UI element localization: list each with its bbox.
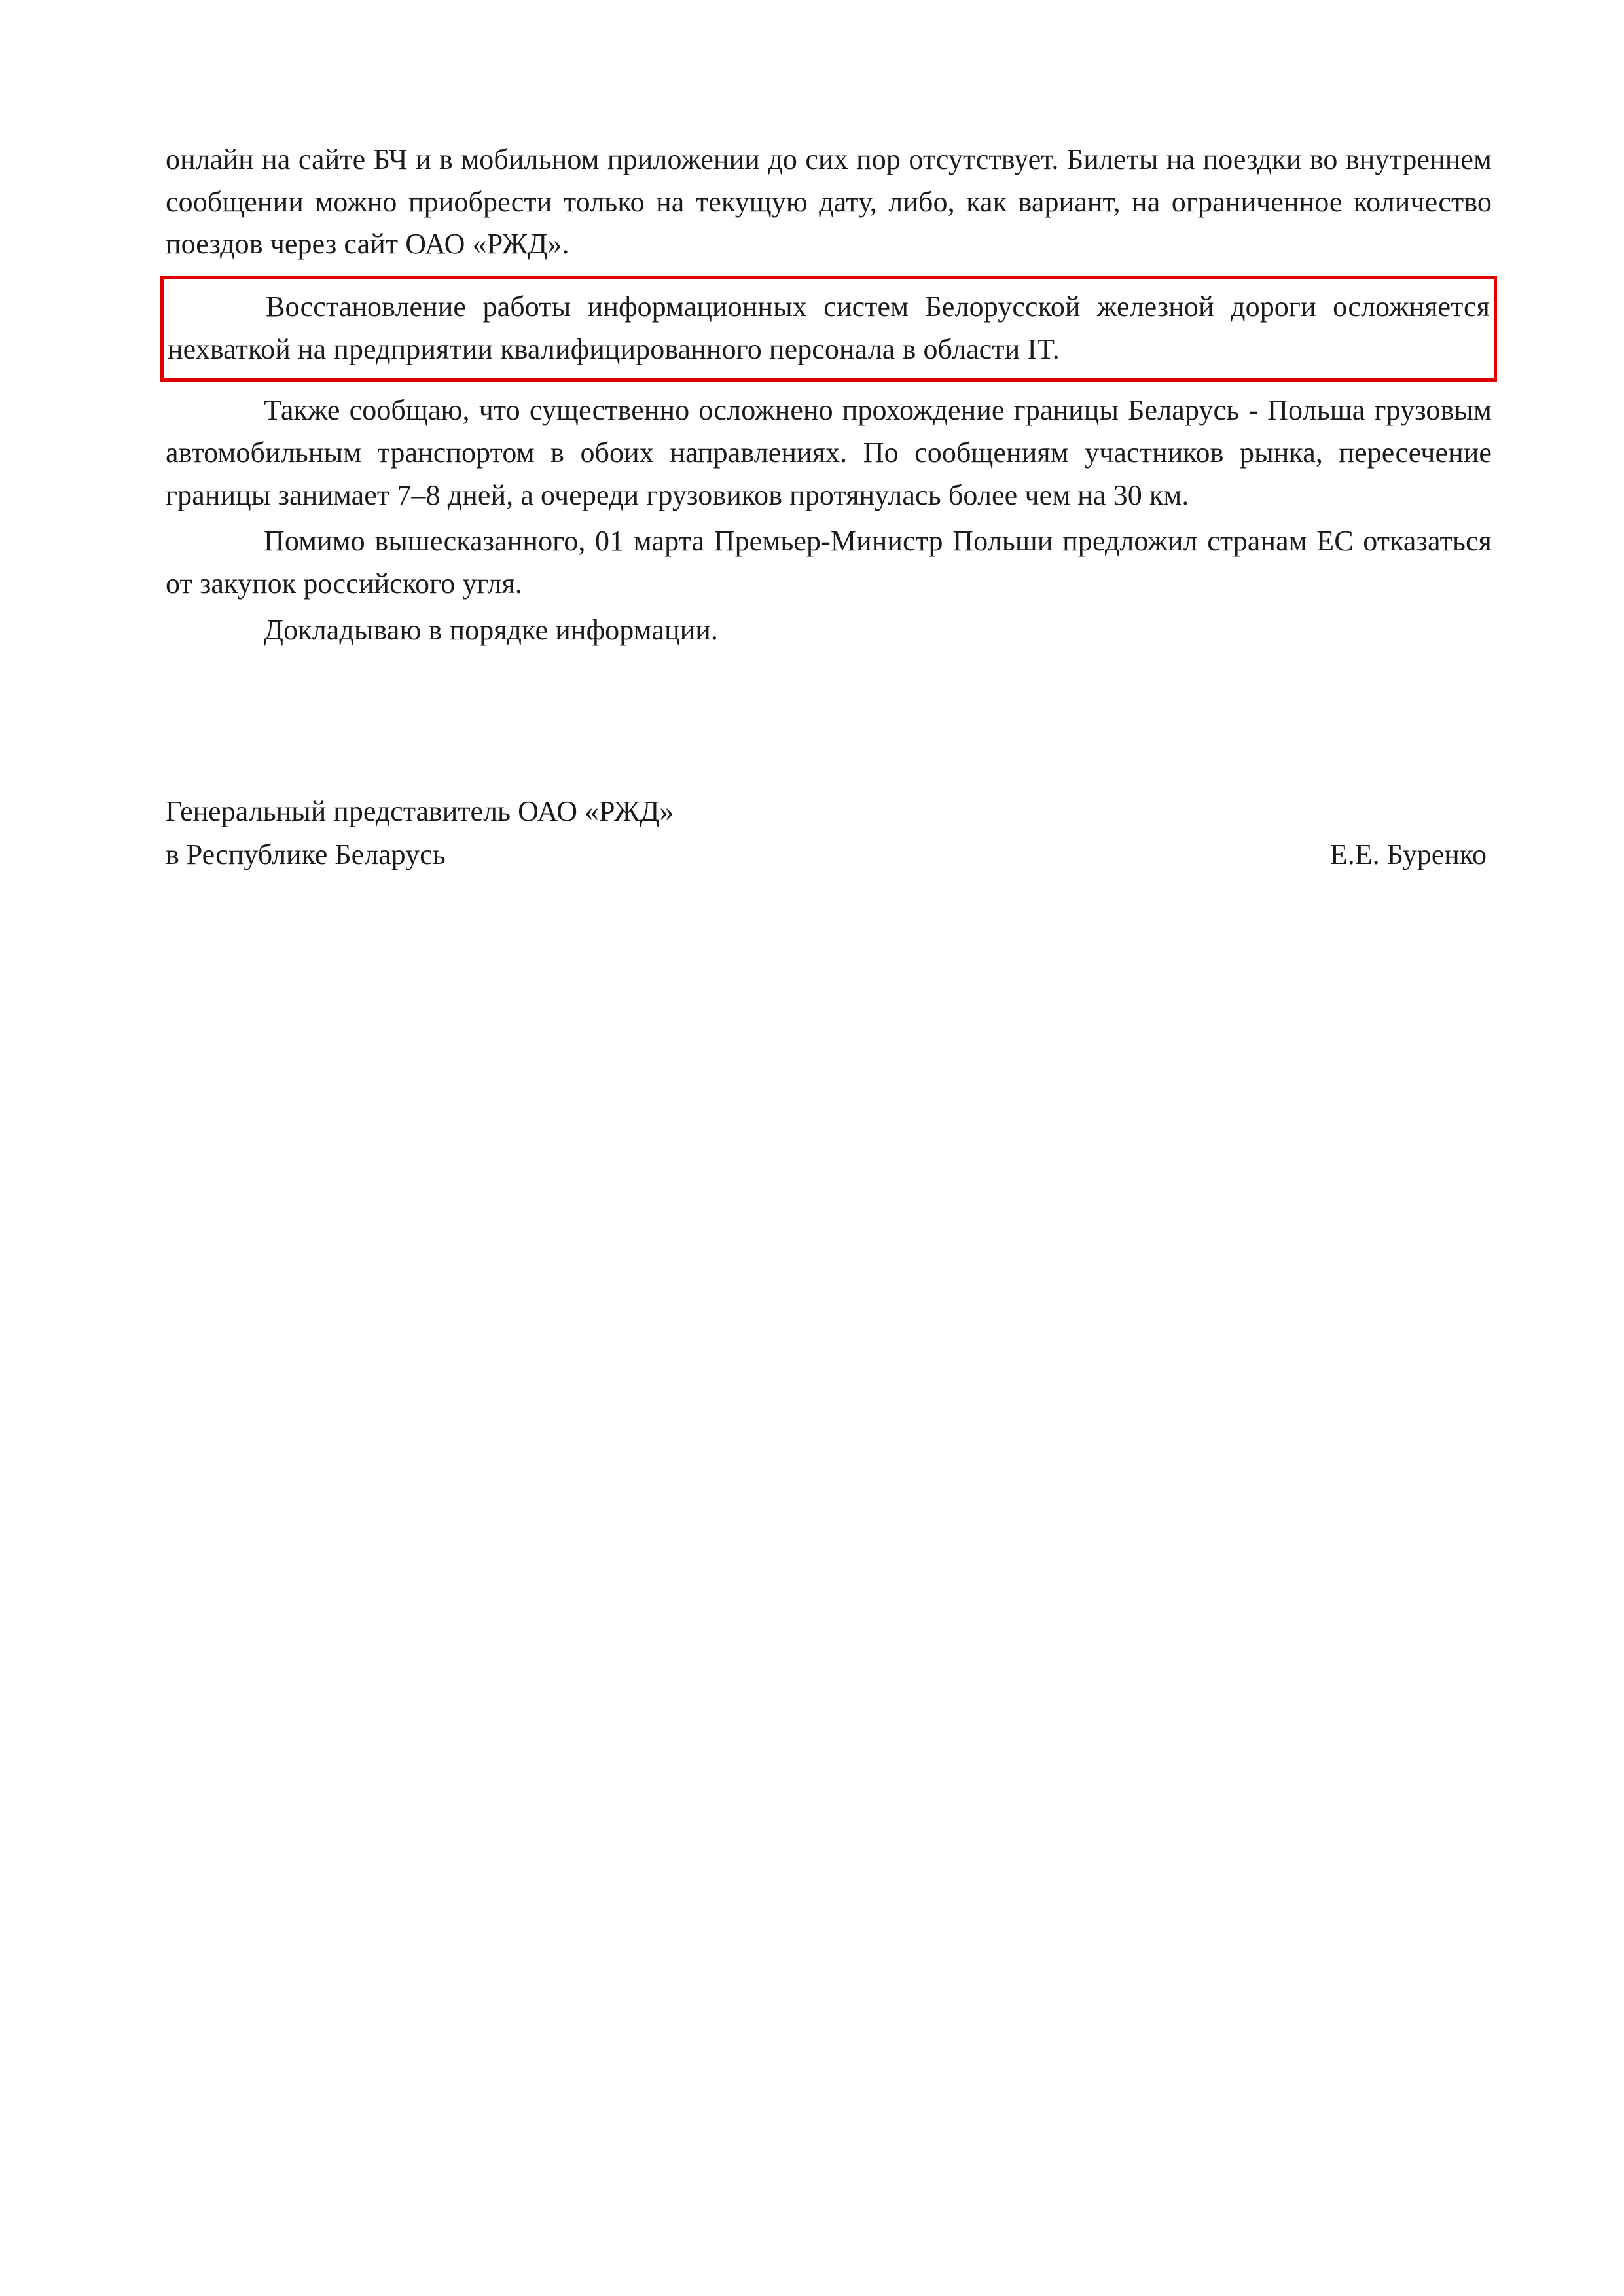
paragraph-4: Помимо вышесказанного, 01 марта Премьер-Министр Польши предложил странам ЕС отказаться от закупок российского угля. [166, 525, 1492, 600]
signature-title-line-2: в Республике Беларусь [166, 838, 446, 871]
signature-name: Е.Е. Буренко [1329, 838, 1487, 871]
paragraph-2: Восстановление работы информационных систем Белорусской железной дороги осложняется нехваткой на предприятии квалифицированного персонала в области IT. [168, 291, 1490, 365]
signature-row [166, 833, 1492, 876]
document-body [166, 139, 1492, 876]
highlighted-paragraph-box [160, 276, 1497, 382]
signature-title-line-1: Генеральный представитель ОАО «РЖД» [166, 795, 674, 828]
paragraph-5: Докладываю в порядке информации. [264, 613, 719, 646]
paragraph-3: Также сообщаю, что существенно осложнено прохождение границы Беларусь - Польша грузовым автомобильным транспортом в обоих направлениях. По сообщениям участников рынка, пересечение границы занимает 7–8 дней, а очереди грузовиков протянулась более чем на 30 км. [166, 394, 1492, 511]
paragraph-1: онлайн на сайте БЧ и в мобильном приложении до сих пор отсутствует. Билеты на поездки во внутреннем сообщении можно приобрести только на текущую дату, либо, как вариант, на ограниченное количество поездов через сайт ОАО «РЖД». [166, 143, 1492, 260]
signature-block [166, 790, 1492, 876]
